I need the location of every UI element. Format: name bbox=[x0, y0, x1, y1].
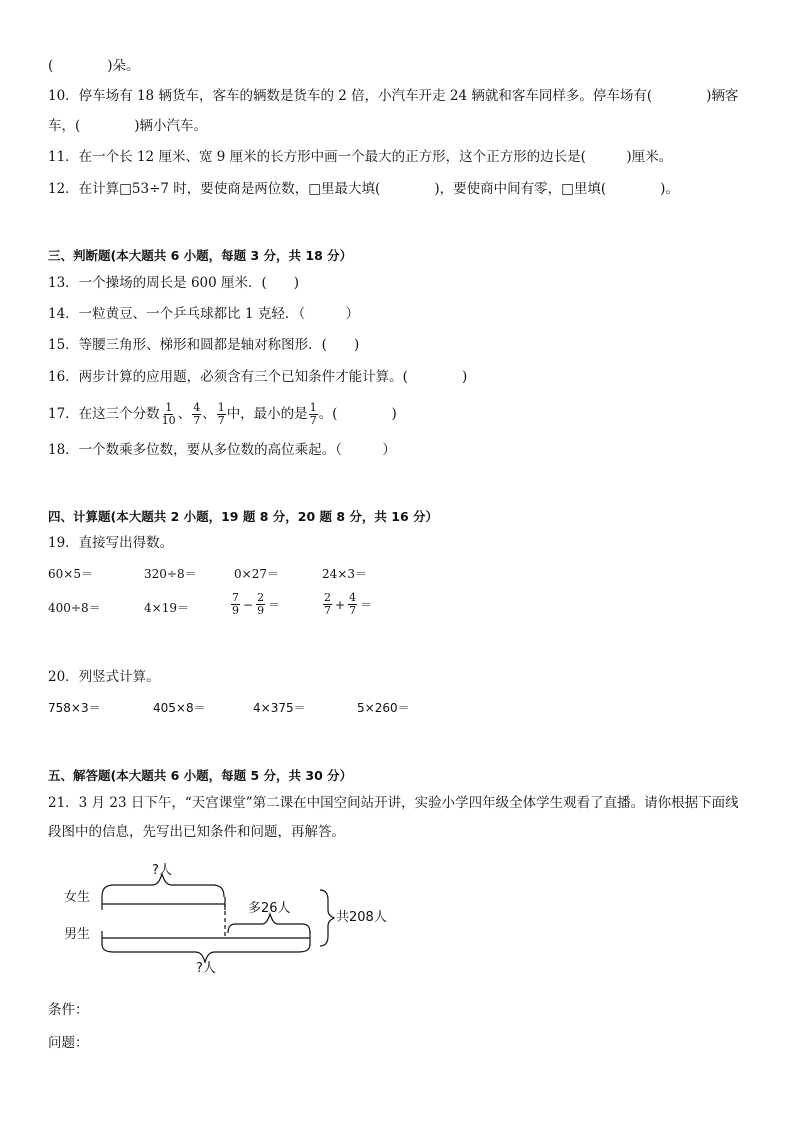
q16: 16．两步计算的应用题，必须含有三个已知条件才能计算。( ) bbox=[48, 369, 468, 385]
calc-320div8: 320÷8＝ bbox=[144, 567, 197, 581]
calc-frac-7-9-minus-2-9: $\frac{7}{9}$ − $\frac{2}{9}$ ＝ bbox=[232, 591, 281, 617]
calc-frac-2-7-plus-4-7: $\frac{2}{7}$ + $\frac{4}{7}$ ＝ bbox=[324, 591, 373, 617]
q9-tail: ( )朵。 bbox=[48, 58, 140, 74]
calc-4x19: 4×19＝ bbox=[144, 601, 189, 615]
q18: 18．一个数乘多位数，要从多位数的高位乘起。（ ） bbox=[48, 442, 396, 458]
q17-sep2: 、 bbox=[202, 406, 216, 422]
q21-line2: 段图中的信息，先写出已知条件和问题，再解答。 bbox=[48, 824, 345, 840]
boys-question-label: ?人 bbox=[196, 961, 216, 976]
q10-line1: 10．停车场有 18 辆货车，客车的辆数是货车的 2 倍，小汽车开走 24 辆就和客车同样多。停车场有( )辆客 bbox=[48, 88, 739, 104]
q13: 13．一个操场的周长是 600 厘米．( ) bbox=[48, 275, 300, 291]
q11: 11．在一个长 12 厘米、宽 9 厘米的长方形中画一个最大的正方形，这个正方形的边长是( )厘米。 bbox=[48, 149, 673, 165]
total-208-label: 共208人 bbox=[336, 910, 387, 925]
section4-heading: 四、计算题(本大题共 2 小题，19 题 8 分，20 题 8 分，共 16 分） bbox=[48, 509, 439, 524]
q20-title: 20．列竖式计算。 bbox=[48, 669, 160, 685]
q15: 15．等腰三角形、梯形和圆都是轴对称图形．( ) bbox=[48, 337, 360, 353]
total-brace bbox=[320, 890, 334, 946]
calc-24x3: 24×3＝ bbox=[322, 567, 367, 581]
fraction-1-7: $\frac{1}{7}$ bbox=[217, 400, 225, 427]
calc-4x375: 4×375＝ bbox=[253, 701, 306, 715]
q17-suffix: 。( ) bbox=[318, 406, 397, 422]
section5-heading: 五、解答题(本大题共 6 小题，每题 5 分，共 30 分） bbox=[48, 768, 353, 783]
section3-heading: 三、判断题(本大题共 6 小题，每题 3 分，共 18 分） bbox=[48, 248, 353, 263]
girls-question-label: ?人 bbox=[152, 863, 172, 878]
q12: 12．在计算□53÷7 时，要使商是两位数，□里最大填( )，要使商中间有零，□里填( )。 bbox=[48, 181, 679, 197]
q17-prefix: 17．在这三个分数 bbox=[48, 406, 160, 422]
question-label: 问题： bbox=[48, 1035, 89, 1051]
fraction-answer-1-7: $\frac{1}{7}$ bbox=[309, 400, 317, 427]
girls-label: 女生 bbox=[64, 890, 91, 905]
calc-758x3: 758×3＝ bbox=[48, 701, 101, 715]
fraction-1-10: $\frac{1}{10}$ bbox=[161, 400, 176, 427]
boys-label: 男生 bbox=[64, 927, 91, 942]
conditions-label: 条件： bbox=[48, 1002, 89, 1018]
calc-0x27: 0×27＝ bbox=[234, 567, 279, 581]
q14: 14．一粒黄豆、一个乒乓球都比 1 克轻．（ ） bbox=[48, 306, 360, 322]
calc-405x8: 405×8＝ bbox=[153, 701, 206, 715]
q21-line1: 21．3 月 23 日下午，“天宫课堂”第二课在中国空间站开讲，实验小学四年级全体学生观看了直播。请你根据下面线 bbox=[48, 795, 739, 811]
calc-5x260: 5×260＝ bbox=[357, 701, 410, 715]
q19-title: 19．直接写出得数。 bbox=[48, 535, 174, 551]
q17-mid: 中，最小的是 bbox=[226, 406, 308, 422]
q17-sep1: 、 bbox=[177, 406, 192, 422]
calc-400div8: 400÷8＝ bbox=[48, 601, 101, 615]
calc-60x5: 60×5＝ bbox=[48, 567, 93, 581]
fraction-4-7: $\frac{4}{7}$ bbox=[193, 400, 201, 427]
more-26-label: 多26人 bbox=[248, 901, 291, 916]
q10-line2: 车，( )辆小汽车。 bbox=[48, 118, 208, 134]
